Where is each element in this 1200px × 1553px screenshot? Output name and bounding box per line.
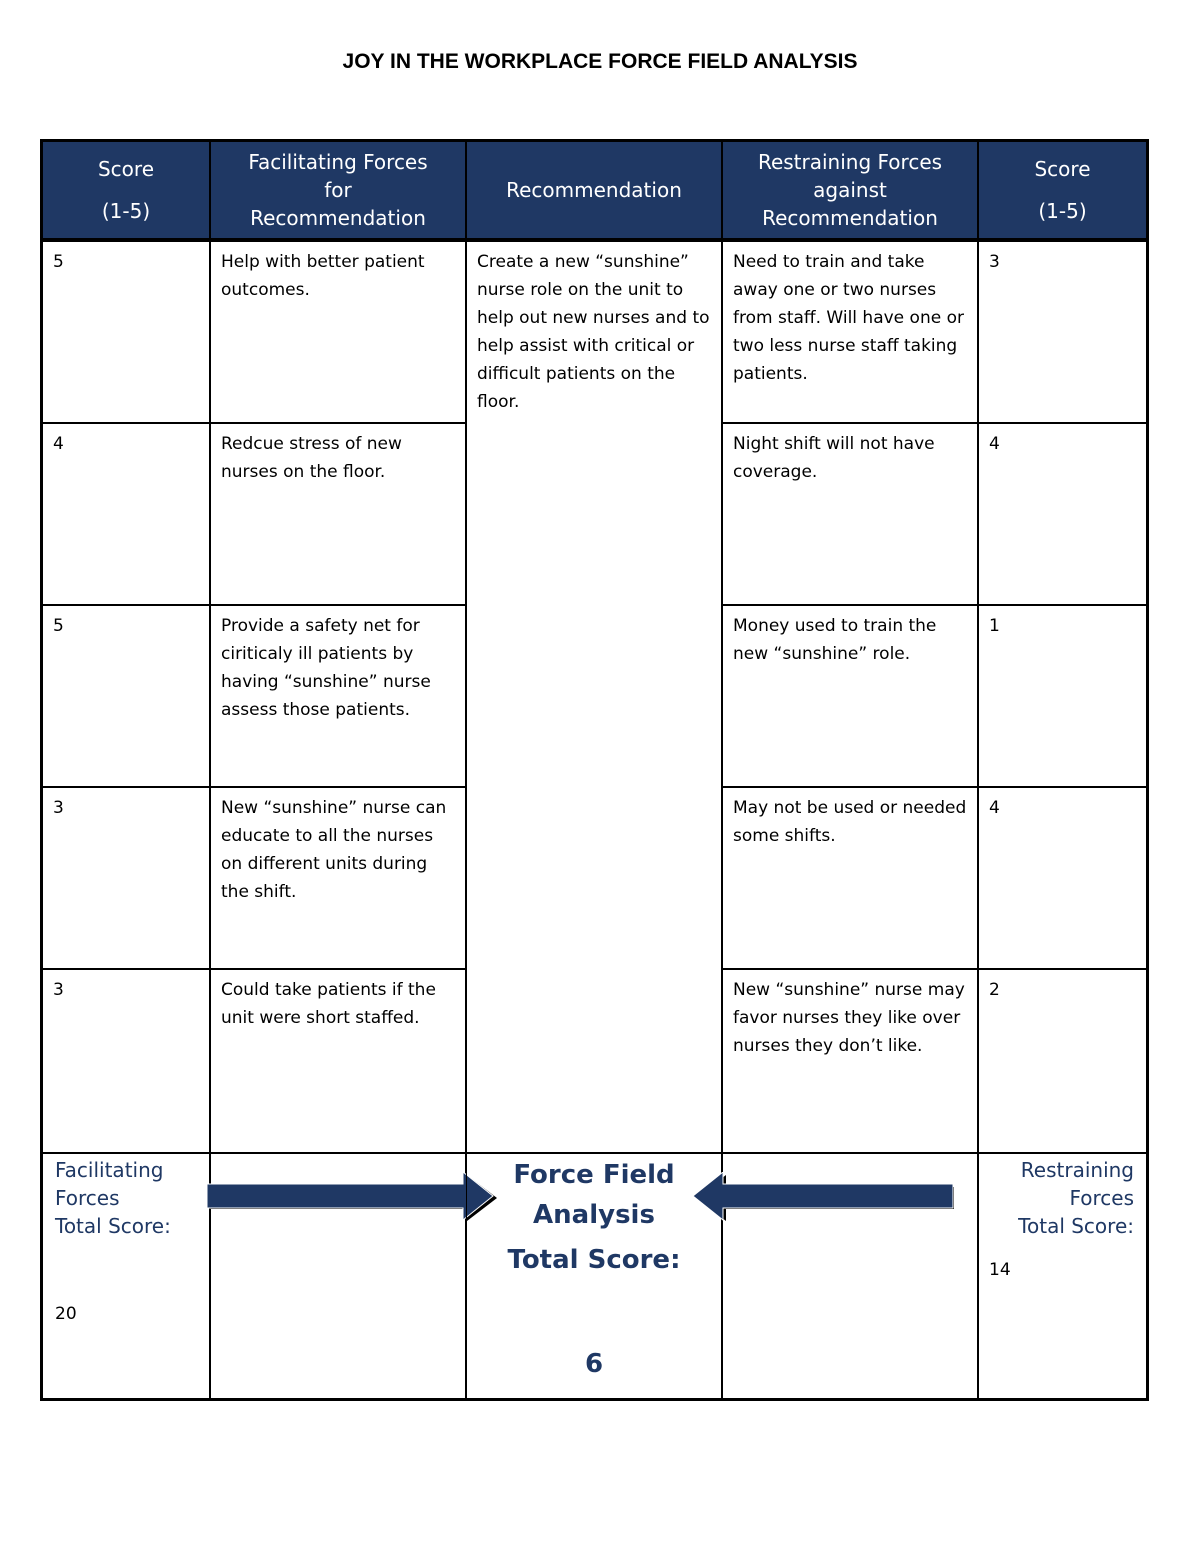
header-facilitating: [210, 141, 466, 241]
facilitating-total-label-line1: Facilitating: [55, 1158, 164, 1182]
score-left-cell: 3: [42, 787, 210, 969]
header-score-label: Score: [97, 157, 154, 181]
restraining-total-label-line3: Total Score:: [1018, 1214, 1134, 1238]
score-left-cell: 3: [42, 969, 210, 1153]
restraining-total-cell: [978, 1153, 1147, 1399]
restraining-total-value: 14: [989, 1260, 1011, 1280]
facilitating-total-cell: [42, 1153, 210, 1399]
left-arrow-cell: [210, 1153, 466, 1399]
header-facilitating-line2: for: [324, 178, 352, 202]
arrow-left-icon: [693, 1172, 955, 1222]
header-restraining-line2: against: [813, 178, 887, 202]
document-title: JOY IN THE WORKPLACE FORCE FIELD ANALYSIS: [342, 50, 858, 73]
center-total-subtitle: Total Score:: [507, 1245, 681, 1275]
score-right-cell: 4: [978, 423, 1147, 605]
score-left-cell: 5: [42, 605, 210, 787]
restraining-force-cell: New “sunshine” nurse may favor nurses they like over nurses they don’t like.: [722, 969, 978, 1153]
header-score-label: Score: [1034, 157, 1091, 181]
header-restraining-line1: Restraining Forces: [757, 150, 943, 174]
restraining-force-cell: Money used to train the new “sunshine” role.: [722, 605, 978, 787]
facilitating-total-label-line3: Total Score:: [55, 1214, 171, 1238]
center-total-title-line2: Analysis: [533, 1200, 655, 1230]
center-total-value: 6: [584, 1349, 604, 1379]
facilitating-force-cell: Redcue stress of new nurses on the floor.: [210, 423, 466, 605]
header-score-left: [42, 141, 210, 241]
facilitating-force-cell: Provide a safety net for ciriticaly ill patients by having “sunshine” nurse assess those patients.: [210, 605, 466, 787]
restraining-force-cell: May not be used or needed some shifts.: [722, 787, 978, 969]
restraining-total-label-line2: Forces: [1069, 1186, 1134, 1210]
header-score-right: [978, 141, 1147, 241]
header-facilitating-line1: Facilitating Forces: [248, 150, 428, 174]
score-right-cell: 2: [978, 969, 1147, 1153]
score-left-cell: 4: [42, 423, 210, 605]
score-right-cell: 1: [978, 605, 1147, 787]
header-score-range: (1-5): [101, 199, 151, 223]
header-restraining-line3: Recommendation: [762, 206, 938, 230]
facilitating-force-cell: Help with better patient outcomes.: [210, 241, 466, 423]
center-total-cell: [466, 1153, 722, 1399]
facilitating-force-cell: New “sunshine” nurse can educate to all the nurses on different units during the shift.: [210, 787, 466, 969]
force-field-table: [40, 139, 1149, 1401]
right-arrow-cell: [722, 1153, 978, 1399]
header-recommendation-label: Recommendation: [506, 178, 682, 202]
score-left-cell: 5: [42, 241, 210, 423]
facilitating-total-value: 20: [55, 1304, 77, 1324]
header-recommendation: [466, 141, 722, 241]
header-restraining: [722, 141, 978, 241]
facilitating-force-cell: Could take patients if the unit were short staffed.: [210, 969, 466, 1153]
score-right-cell: 3: [978, 241, 1147, 423]
restraining-force-cell: Night shift will not have coverage.: [722, 423, 978, 605]
center-total-title-line1: Force Field: [513, 1160, 675, 1190]
restraining-force-cell: Need to train and take away one or two nurses from staff. Will have one or two less nurse staff taking patients.: [722, 241, 978, 423]
score-right-cell: 4: [978, 787, 1147, 969]
header-score-range: (1-5): [1038, 199, 1087, 223]
header-facilitating-line3: Recommendation: [250, 206, 426, 230]
recommendation-cell: Create a new “sunshine” nurse role on the unit to help out new nurses and to help assist with critical or difficult patients on the floor.: [466, 241, 722, 1153]
restraining-total-label-line1: Restraining: [1020, 1158, 1134, 1182]
arrow-right-icon: [207, 1172, 499, 1222]
facilitating-total-label-line2: Forces: [55, 1186, 120, 1210]
